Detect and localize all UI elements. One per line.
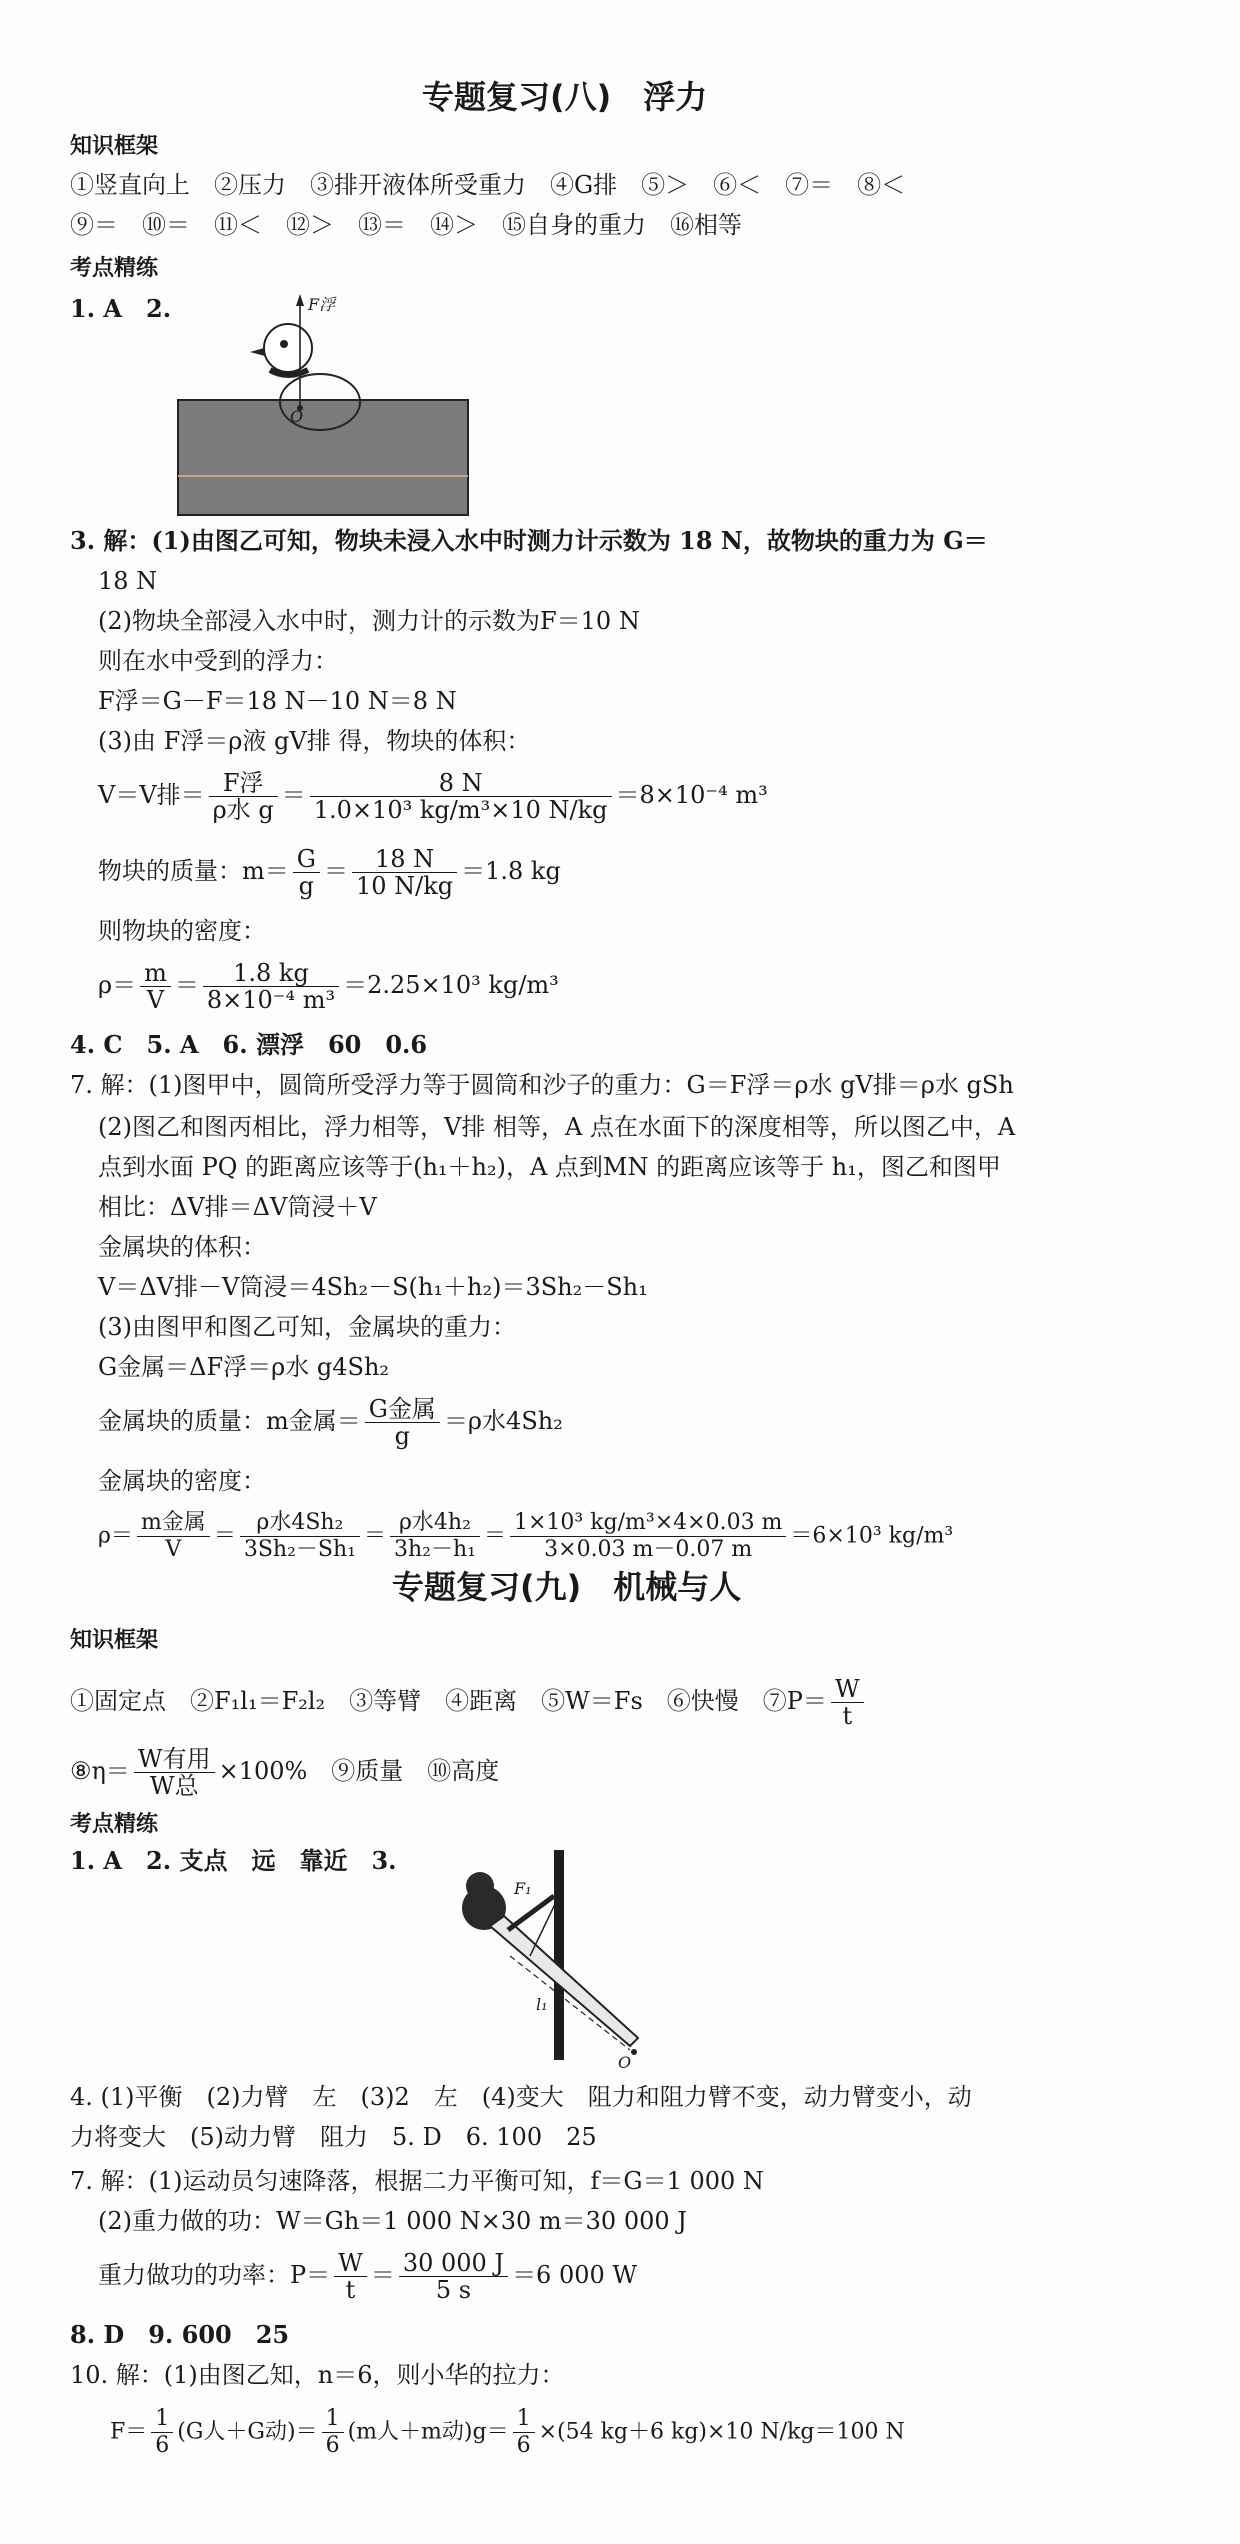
fraction: $\frac{1.8 kg}{\text{8×10⁻⁴ m³}}$	[203, 960, 339, 1013]
q3-line-2: 18 N	[98, 567, 158, 595]
lever-arm-l1	[510, 1956, 630, 2050]
ch8-answers-4-6: 4. C 5. A 6. 漂浮 60 0.6	[70, 1030, 428, 1059]
wall	[554, 1850, 564, 2060]
ch9-q7-line-2: (2)重力做的功：W＝Gh＝1 000 N×30 m＝30 000 J	[98, 2207, 687, 2235]
fig1-origin-label: O	[290, 407, 304, 426]
ch9-answers-1-3: 1. A 2. 支点 远 靠近 3.	[70, 1846, 397, 1875]
ch9-framework-heading: 知识框架	[70, 1628, 159, 1653]
fraction: $\frac{8 N}{\text{1.0×10³ kg/m³×10 N/kg}}$	[310, 770, 612, 823]
q7-mass-formula: 金属块的质量：m金属＝ $\frac{\text{G金属}}{g}$ ＝ρ水4Sh₂	[98, 1395, 563, 1450]
fraction: $\frac{1}{6}$	[513, 2406, 535, 2459]
q3-line-9: 则物块的密度：	[98, 917, 266, 945]
lever-arm-l1-label: l₁	[536, 1995, 548, 2014]
q3-line-3: (2)物块全部浸入水中时，测力计的示数为F＝10 N	[98, 607, 640, 635]
q7-line-7: (3)由图甲和图乙可知，金属块的重力：	[98, 1313, 516, 1341]
q3-line-4: 则在水中受到的浮力：	[98, 647, 338, 675]
ch9-q4-line-2: 力将变大 (5)动力臂 阻力 5. D 6. 100 25	[70, 2123, 597, 2151]
q7-line-1: 7. 解：(1)图甲中，圆筒所受浮力等于圆筒和沙子的重力：G＝F浮＝ρ水 gV排＝ρ水 gSh	[70, 1071, 1014, 1099]
ch9-q4-line-1: 4. (1)平衡 (2)力臂 左 (3)2 左 (4)变大 阻力和阻力臂不变，动力臂变小，动	[70, 2083, 972, 2111]
ch9-practice-heading: 考点精练	[70, 1812, 159, 1837]
fraction: $\frac{\text{ρ水4h₂}}{\text{3h₂－h₁}}$	[390, 1510, 480, 1563]
ch9-answers-8-9: 8. D 9. 600 25	[70, 2320, 290, 2349]
chapter-8-title: 专题复习(八) 浮力	[422, 78, 708, 116]
fraction: $\frac{W}{t}$	[831, 1676, 864, 1729]
q7-density-formula: ρ＝ $\frac{\text{m金属}}{V}$ ＝ $\frac{\text{ρ水4Sh₂}}{\text{3Sh₂－Sh₁}}$ ＝ $\frac{\text{ρ水4h₂}}{\text{3h₂－h₁}}$ ＝ $\frac{\text{1×10³ kg/m³×4×0.03 m}}{3\times 0.03 m-0.07 m}$ ＝6×10³ kg/m³	[98, 1510, 954, 1562]
fraction: $\frac{\text{W有用}}{\text{W总}}$	[134, 1746, 215, 1799]
pushup-lever-figure	[430, 1846, 680, 2066]
q3-line-1: 3. 解：(1)由图乙可知，物块未浸入水中时测力计示数为 18 N，故物块的重力为 G＝	[70, 526, 988, 555]
q3-mass-formula: 物块的质量：m＝ $\frac{G}{g}$ ＝ $\frac{18 N}{10 N/kg}$ ＝1.8 kg	[98, 845, 561, 900]
fraction: $\frac{1}{6}$	[151, 2406, 173, 2459]
q3-line-6: (3)由 F浮＝ρ液 gV排 得，物块的体积：	[98, 727, 531, 755]
ch9-q10-line-1: 10. 解：(1)由图乙知，n＝6，则小华的拉力：	[70, 2361, 565, 2389]
ch8-framework-line-2: ⑨＝ ⑩＝ ⑪＜ ⑫＞ ⑬＝ ⑭＞ ⑮自身的重力 ⑯相等	[70, 211, 742, 239]
q7-line-3: 点到水面 PQ 的距离应该等于(h₁＋h₂)，A 点到MN 的距离应该等于 h₁，图乙和图甲	[98, 1153, 1001, 1181]
fraction: $\frac{W}{t}$	[334, 2250, 367, 2303]
ch8-practice-heading: 考点精练	[70, 256, 159, 281]
ch8-framework-line-1: ①竖直向上 ②压力 ③排开液体所受重力 ④G排 ⑤＞ ⑥＜ ⑦＝ ⑧＜	[70, 171, 906, 199]
fraction: $\frac{\text{F浮}}{\text{ρ水 g}}$	[209, 770, 278, 823]
duck-head	[264, 324, 312, 372]
fraction: $\frac{\text{1×10³ kg/m³×4×0.03 m}}{3\times 0.03 m-0.07 m}$	[510, 1510, 786, 1563]
water-tank	[178, 400, 468, 515]
q3-line-5: F浮＝G－F＝18 N－10 N＝8 N	[98, 687, 457, 715]
ch8-framework-heading: 知识框架	[70, 134, 159, 159]
buoyancy-force-label: F浮	[308, 295, 336, 314]
fraction: $\frac{\text{G金属}}{g}$	[365, 1396, 440, 1449]
q7-line-10: 金属块的密度：	[98, 1467, 266, 1495]
fraction: $\frac{1}{6}$	[322, 2406, 344, 2459]
duck-buoyancy-figure	[170, 290, 470, 520]
ch8-answers-1-2: 1. A 2.	[70, 294, 172, 323]
q7-line-8: G金属＝ΔF浮＝ρ水 g4Sh₂	[98, 1353, 390, 1381]
ch9-q10-force-formula: F＝ $\frac{1}{6}$ (G人＋G动)＝ $\frac{1}{6}$ (m人＋m动)g＝ $\frac{1}{6}$ ×(54 kg＋6 kg)×10 N/kg＝100 N	[110, 2406, 905, 2458]
ch9-framework-line-1: ①固定点 ②F₁l₁＝F₂l₂ ③等臂 ④距离 ⑤W＝Fs ⑥快慢 ⑦P＝ $\frac{W}{t}$	[70, 1676, 868, 1729]
ch9-q7-power-formula: 重力做功的功率：P＝ $\frac{W}{t}$ ＝ $\frac{30 000 J}{5 s}$ ＝6 000 W	[98, 2249, 638, 2304]
fraction: $\frac{m}{V}$	[140, 960, 171, 1013]
fraction: $\frac{G}{g}$	[293, 846, 320, 899]
fraction: $\frac{\text{m金属}}{V}$	[137, 1510, 210, 1563]
pivot-o-label: O	[618, 2053, 632, 2072]
fraction: $\frac{\text{ρ水4Sh₂}}{\text{3Sh₂－Sh₁}}$	[240, 1510, 360, 1563]
q7-line-6: V＝ΔV排－V筒浸＝4Sh₂－S(h₁＋h₂)＝3Sh₂－Sh₁	[98, 1273, 648, 1301]
ch9-framework-line-2: ⑧η＝ $\frac{\text{W有用}}{\text{W总}}$ ×100% ⑨质量 ⑩高度	[70, 1745, 500, 1800]
q7-line-4: 相比：ΔV排＝ΔV筒浸＋V	[98, 1193, 377, 1221]
chapter-9-title: 专题复习(九) 机械与人	[392, 1568, 742, 1606]
q7-line-5: 金属块的体积：	[98, 1233, 266, 1261]
q7-line-2: (2)图乙和图丙相比，浮力相等，V排 相等，A 点在水面下的深度相等，所以图乙中，A	[98, 1113, 1016, 1141]
q3-volume-formula: V＝V排＝ $\frac{\text{F浮}}{\text{ρ水 g}}$ ＝ $\frac{8 N}{\text{1.0×10³ kg/m³×10 N/kg}}$ ＝8×10⁻⁴ m³	[98, 769, 768, 824]
ch9-q7-line-1: 7. 解：(1)运动员匀速降落，根据二力平衡可知，f＝G＝1 000 N	[70, 2167, 764, 2195]
force-f1-label: F₁	[514, 1879, 532, 1898]
q3-density-formula: ρ＝ $\frac{m}{V}$ ＝ $\frac{1.8 kg}{\text{8×10⁻⁴ m³}}$ ＝2.25×10³ kg/m³	[98, 959, 559, 1014]
fraction: $\frac{30 000 J}{5 s}$	[399, 2250, 508, 2303]
fraction: $\frac{18 N}{10 N/kg}$	[352, 846, 457, 899]
